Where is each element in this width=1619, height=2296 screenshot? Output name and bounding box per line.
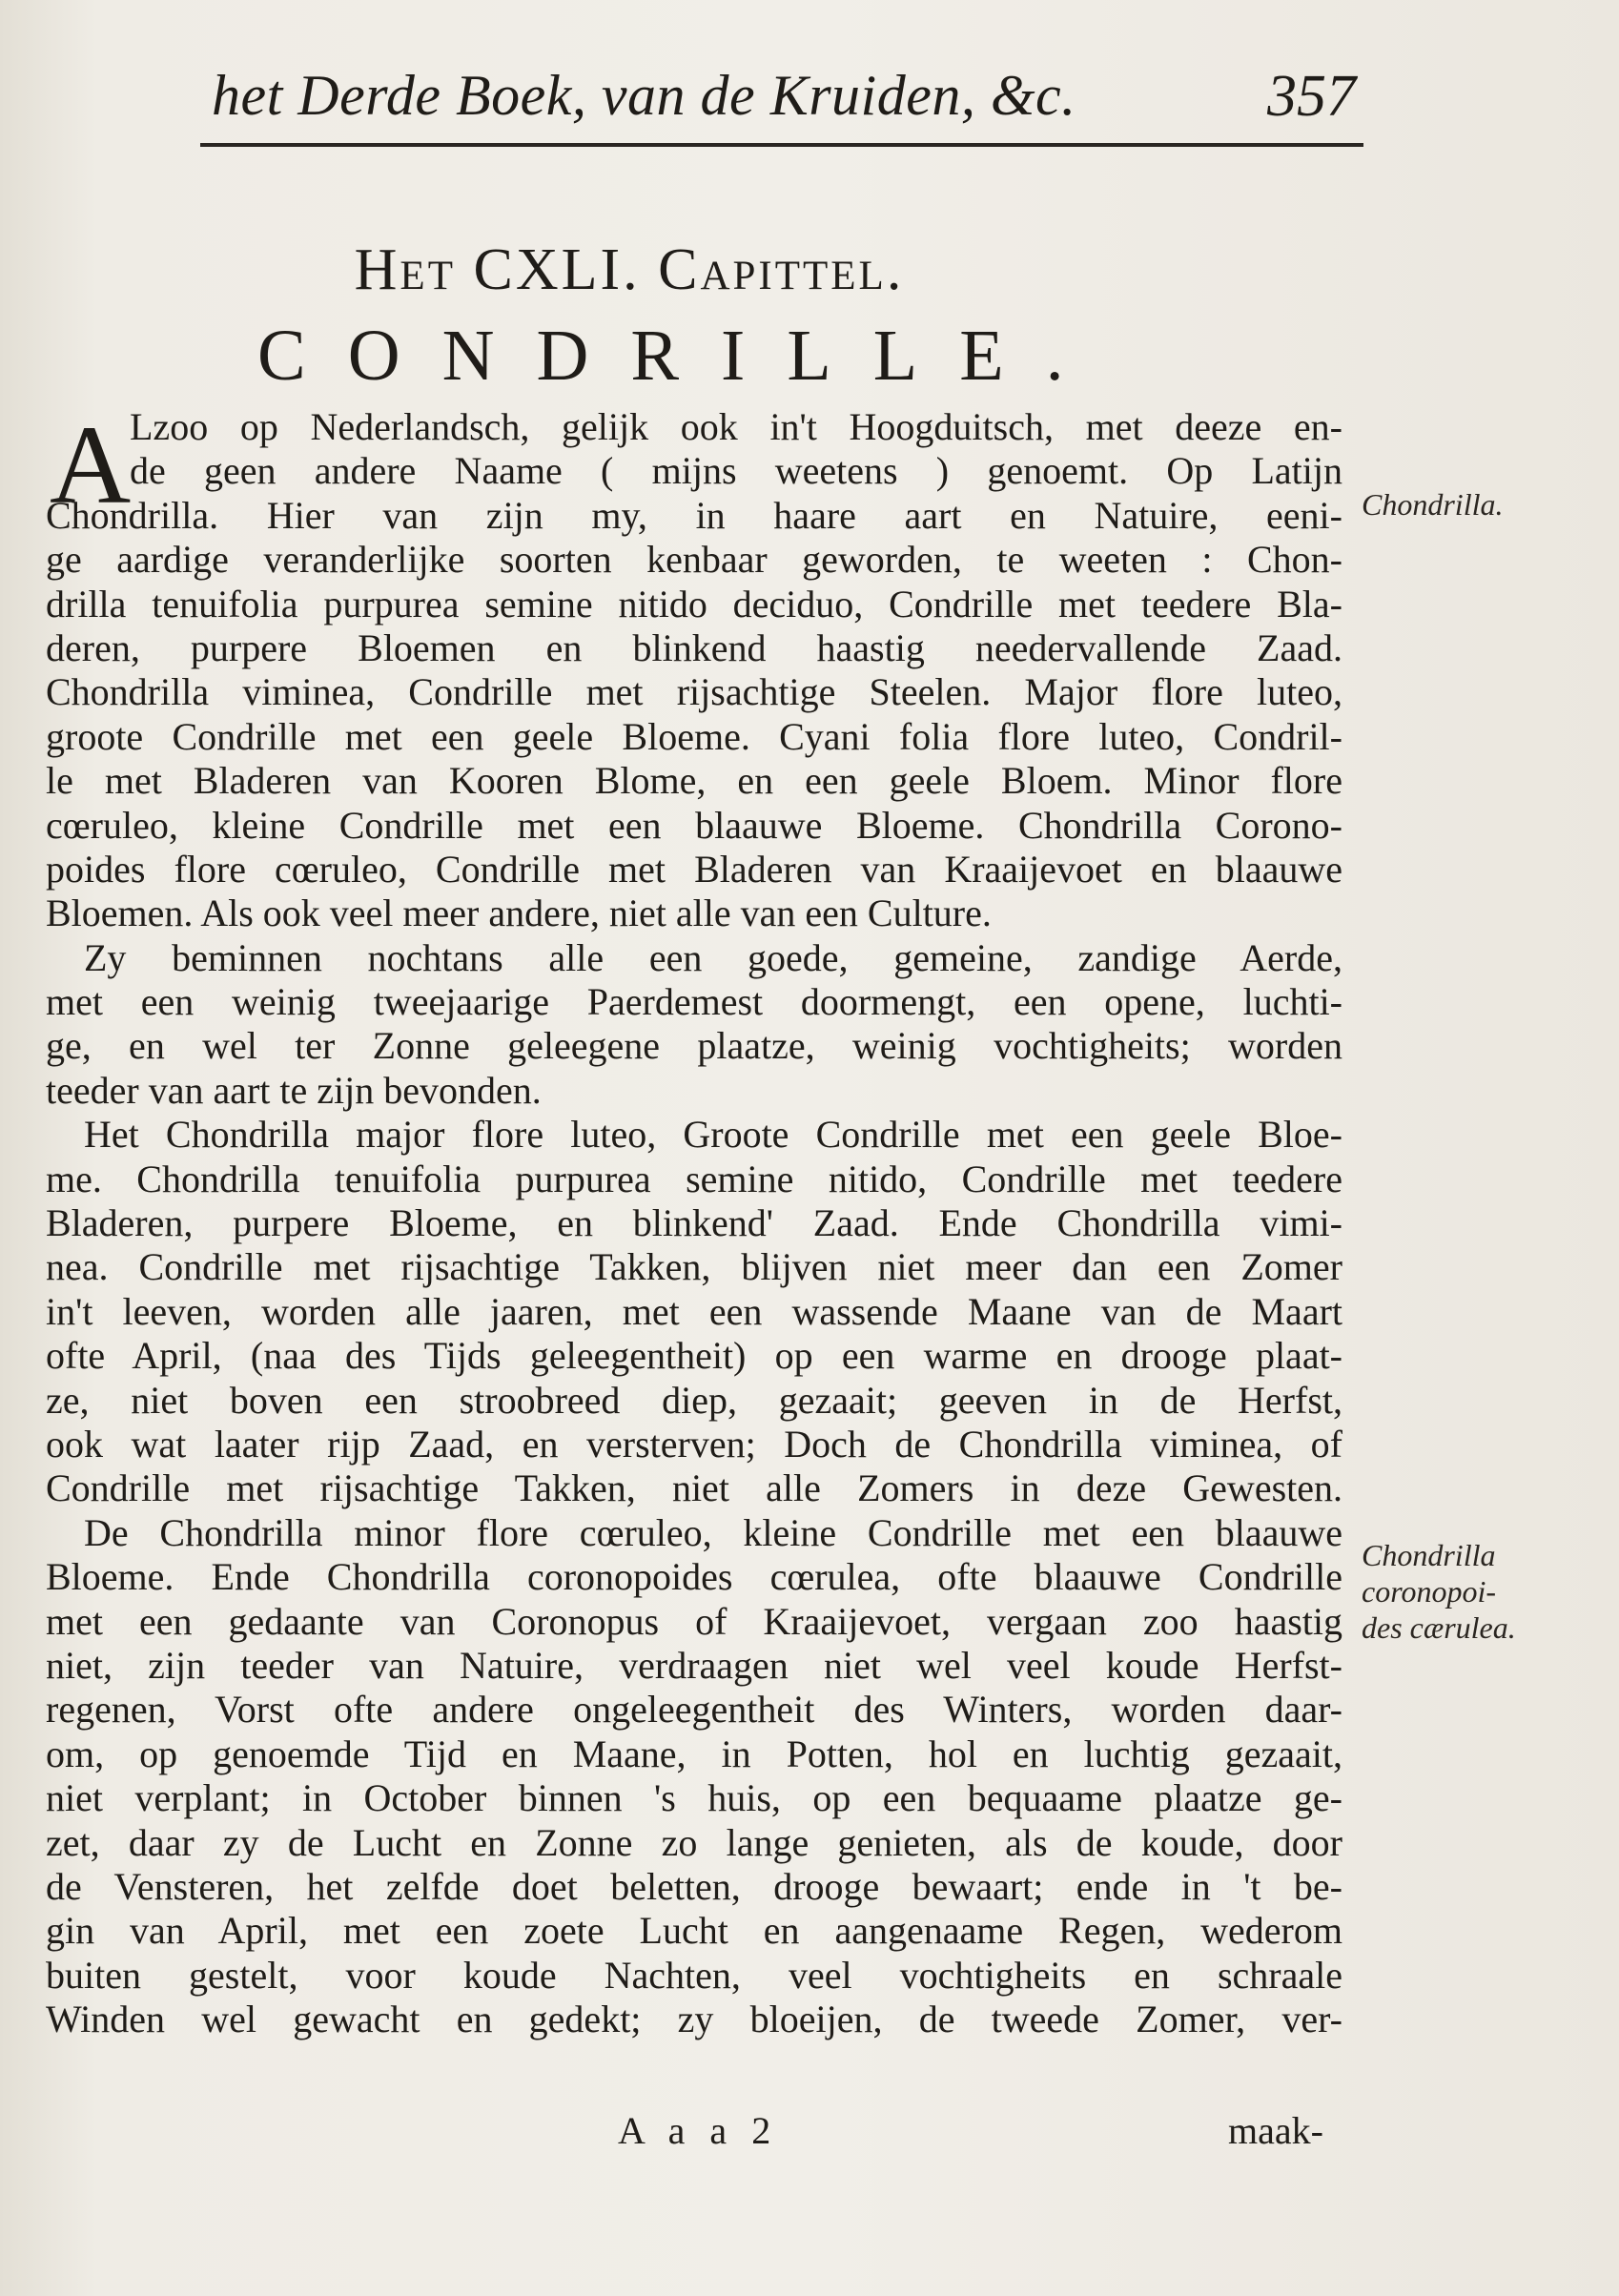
chapter-heading xyxy=(200,236,1058,304)
text-line: Bloemen. Als ook veel meer andere, niet alle van een Culture. xyxy=(46,892,992,935)
text-line: buiten gestelt, voor koude Nachten, veel vochtigheits en schraale xyxy=(46,1953,1342,1997)
page-footer xyxy=(46,2109,1342,2153)
text-line: niet verplant; in October binnen 's huis, op een bequaame plaatze ge- xyxy=(46,1776,1342,1820)
signature-mark: A a a 2 xyxy=(618,2109,779,2152)
text-line: Chondrilla. Hier van zijn my, in haare aart en Natuire, eeni- xyxy=(46,493,1342,537)
text-line: ze, niet boven een stroobreed diep, gezaait; geeven in de Herfst, xyxy=(46,1378,1342,1422)
text-line: Het Chondrilla major flore luteo, Groote Condrille met een geele Bloe- xyxy=(84,1113,1342,1157)
marginal-note-chondrilla: Chondrilla. xyxy=(1362,487,1504,522)
text-line: cœruleo, kleine Condrille met een blaauwe Bloeme. Chondrilla Corono- xyxy=(46,803,1342,847)
text-line: gin van April, met een zoete Lucht en aangenaame Regen, wederom xyxy=(46,1909,1342,1953)
text-line: met een gedaante van Coronopus of Kraaijevoet, vergaan zoo haastig xyxy=(46,1599,1342,1643)
body-text xyxy=(46,402,1342,2041)
text-line: drilla tenuifolia purpurea semine nitido deciduo, Condrille met teedere Bla- xyxy=(46,582,1342,625)
text-line: teeder van aart te zijn bevonden. xyxy=(46,1068,542,1112)
text-line: met een weinig tweejaarige Paerdemest doormengt, een opene, luchti- xyxy=(46,980,1342,1024)
running-title: het Derde Boek, van de Kruiden, &c. xyxy=(212,64,1076,127)
text-line: Lzoo op Nederlandsch, gelijk ook in't Hoogduitsch, met deeze en- xyxy=(130,405,1342,448)
marginal-note-coronopoides xyxy=(1362,1537,1600,1646)
chapter-title: CONDRILLE. xyxy=(257,316,1106,396)
catchword: maak- xyxy=(1228,2109,1323,2152)
text-line: Chondrilla viminea, Condrille met rijsachtige Steelen. Major flore luteo, xyxy=(46,670,1342,714)
text-line: ook wat laater rijp Zaad, en versterven; Doch de Chondrilla viminea, of xyxy=(46,1422,1342,1466)
text-line: regenen, Vorst ofte andere ongeleegentheit des Winters, worden daar- xyxy=(46,1688,1342,1732)
text-line: nea. Condrille met rijsachtige Takken, blijven niet meer dan een Zomer xyxy=(46,1245,1342,1289)
text-line: Winden wel gewacht en gedekt; zy bloeijen, de tweede Zomer, ver- xyxy=(46,1998,1342,2041)
text-line: poides flore cœruleo, Condrille met Bladeren van Kraaijevoet en blaauwe xyxy=(46,847,1342,891)
text-line: me. Chondrilla tenuifolia purpurea semine nitido, Condrille met teedere xyxy=(46,1157,1342,1200)
text-line: de Vensteren, het zelfde doet beletten, drooge bewaart; ende in 't be- xyxy=(46,1864,1342,1908)
drop-cap: A xyxy=(50,402,132,527)
text-line: de geen andere Naame ( mijns weetens ) genoemt. Op Latijn xyxy=(130,449,1342,493)
text-line: ge aardige veranderlijke soorten kenbaar geworden, te weeten : Chon- xyxy=(46,538,1342,582)
text-line: Bladeren, purpere Bloeme, en blinkend' Zaad. Ende Chondrilla vimi- xyxy=(46,1201,1342,1245)
text-line: in't leeven, worden alle jaaren, met een wassende Maane van de Maart xyxy=(46,1289,1342,1333)
marginal-note-line: des cærulea. xyxy=(1362,1610,1516,1645)
text-line: Zy beminnen nochtans alle een goede, gemeine, zandige Aerde, xyxy=(84,935,1342,979)
text-line: deren, purpere Bloemen en blinkend haastig needervallende Zaad. xyxy=(46,625,1342,669)
page-number: 357 xyxy=(1267,64,1356,129)
text-line: ge, en wel ter Zonne geleegene plaatze, weinig vochtigheits; worden xyxy=(46,1024,1342,1068)
text-line: Bloeme. Ende Chondrilla coronopoides cœrulea, ofte blaauwe Condrille xyxy=(46,1555,1342,1599)
marginal-note-line: coronopoi- xyxy=(1362,1574,1497,1609)
text-line: groote Condrille met een geele Bloeme. Cyani folia flore luteo, Condril- xyxy=(46,714,1342,758)
text-line: ofte April, (naa des Tijds geleegentheit) op een warme en drooge plaat- xyxy=(46,1334,1342,1378)
text-line: Condrille met rijsachtige Takken, niet alle Zomers in deze Gewesten. xyxy=(46,1466,1342,1510)
text-line: niet, zijn teeder van Natuire, verdraagen niet wel veel koude Herfst- xyxy=(46,1643,1342,1687)
page-header xyxy=(200,57,1363,147)
text-line: le met Bladeren van Kooren Blome, en een geele Bloem. Minor flore xyxy=(46,759,1342,803)
text-line: De Chondrilla minor flore cœruleo, kleine Condrille met een blaauwe xyxy=(84,1510,1342,1554)
marginal-note-line: Chondrilla xyxy=(1362,1538,1496,1572)
chapter-heading-text: Het CXLI. Capittel. xyxy=(354,237,905,302)
text-line: om, op genoemde Tijd en Maane, in Potten, hol en luchtig gezaait, xyxy=(46,1732,1342,1775)
text-line: zet, daar zy de Lucht en Zonne zo lange genieten, als de koude, door xyxy=(46,1820,1342,1864)
